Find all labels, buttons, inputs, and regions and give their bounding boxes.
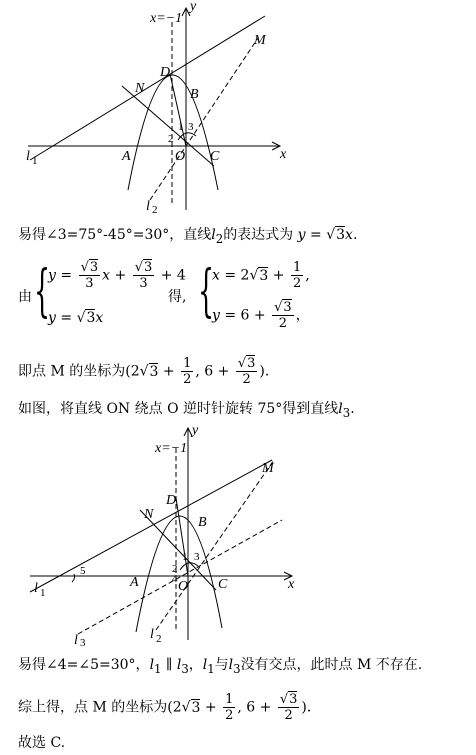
svg-text:l: l <box>74 633 78 647</box>
svg-text:2: 2 <box>172 563 178 575</box>
svg-text:3: 3 <box>194 551 200 563</box>
figure-1 <box>0 0 476 215</box>
svg-text:4: 4 <box>172 573 178 585</box>
svg-text:2: 2 <box>152 204 158 215</box>
text-line-4: 如图，将直线 ON 绕点 O 逆时针旋转 75°得到直线$l_3$. <box>18 401 355 420</box>
svg-text:l: l <box>146 199 150 214</box>
svg-text:3: 3 <box>80 637 86 647</box>
svg-text:1: 1 <box>32 155 38 167</box>
parabola-2 <box>136 516 222 632</box>
svg-text:1: 1 <box>182 551 188 563</box>
svg-text:A: A <box>122 149 131 164</box>
system-equations: 由 { y = $\frac{√3}{3}$ x + $\frac{√3}{3}$ + 4 y = √3x 得, { x = 2√3 + $\frac{1}{2}$ , y = 6 + $\frac{√3}{2}$ ， <box>18 259 310 331</box>
svg-text:x=−1: x=−1 <box>150 11 183 26</box>
text-line-1: 易得∠3=75°-45°=30°，直线$l_2$的表达式为 y = √3x. <box>18 227 358 246</box>
svg-text:C: C <box>210 149 220 164</box>
svg-text:D: D <box>166 493 177 508</box>
figure-2 <box>0 422 476 647</box>
svg-text:O: O <box>175 149 186 164</box>
svg-text:M: M <box>262 461 274 476</box>
svg-text:2: 2 <box>156 633 162 645</box>
svg-text:5: 5 <box>80 565 86 577</box>
line-l1-2 <box>30 460 272 592</box>
svg-text:D: D <box>160 65 171 80</box>
svg-text:B: B <box>190 87 199 102</box>
svg-text:N: N <box>135 81 145 96</box>
svg-text:x: x <box>280 147 287 162</box>
svg-text:l: l <box>26 149 30 164</box>
svg-text:3: 3 <box>188 121 194 133</box>
svg-text:N: N <box>144 507 154 522</box>
svg-text:l: l <box>34 581 38 596</box>
svg-text:1: 1 <box>40 587 46 599</box>
svg-text:l: l <box>150 627 154 642</box>
svg-text:x: x <box>288 577 295 592</box>
line-l2 <box>150 38 258 200</box>
svg-text:O: O <box>178 579 189 594</box>
line-l3 <box>78 520 282 634</box>
line-l1 <box>30 16 265 160</box>
svg-text:M: M <box>254 33 266 48</box>
svg-text:2: 2 <box>168 133 174 145</box>
svg-text:1: 1 <box>178 121 184 133</box>
svg-text:y: y <box>190 0 197 14</box>
svg-text:C: C <box>218 577 228 592</box>
text-line-5: 易得∠4=∠5=30°，$l_1$ ∥ $l_3$，$l_1$与$l_3$没有交点，此时点 M 不存在. <box>18 657 423 676</box>
svg-text:y: y <box>192 423 199 438</box>
svg-text:A: A <box>130 575 139 590</box>
text-line-3: 即点 M 的坐标为(2√3 + $\frac{1}{2}$ , 6 + $\frac{√3}{2}$ )． <box>18 356 279 387</box>
svg-text:B: B <box>198 515 207 530</box>
svg-text:x=−1: x=−1 <box>155 441 188 456</box>
text-line-7: 故选 C. <box>18 735 66 751</box>
text-line-6: 综上得，点 M 的坐标为(2√3 + $\frac{1}{2}$ , 6 + $\frac{√3}{2}$ )． <box>18 692 321 723</box>
